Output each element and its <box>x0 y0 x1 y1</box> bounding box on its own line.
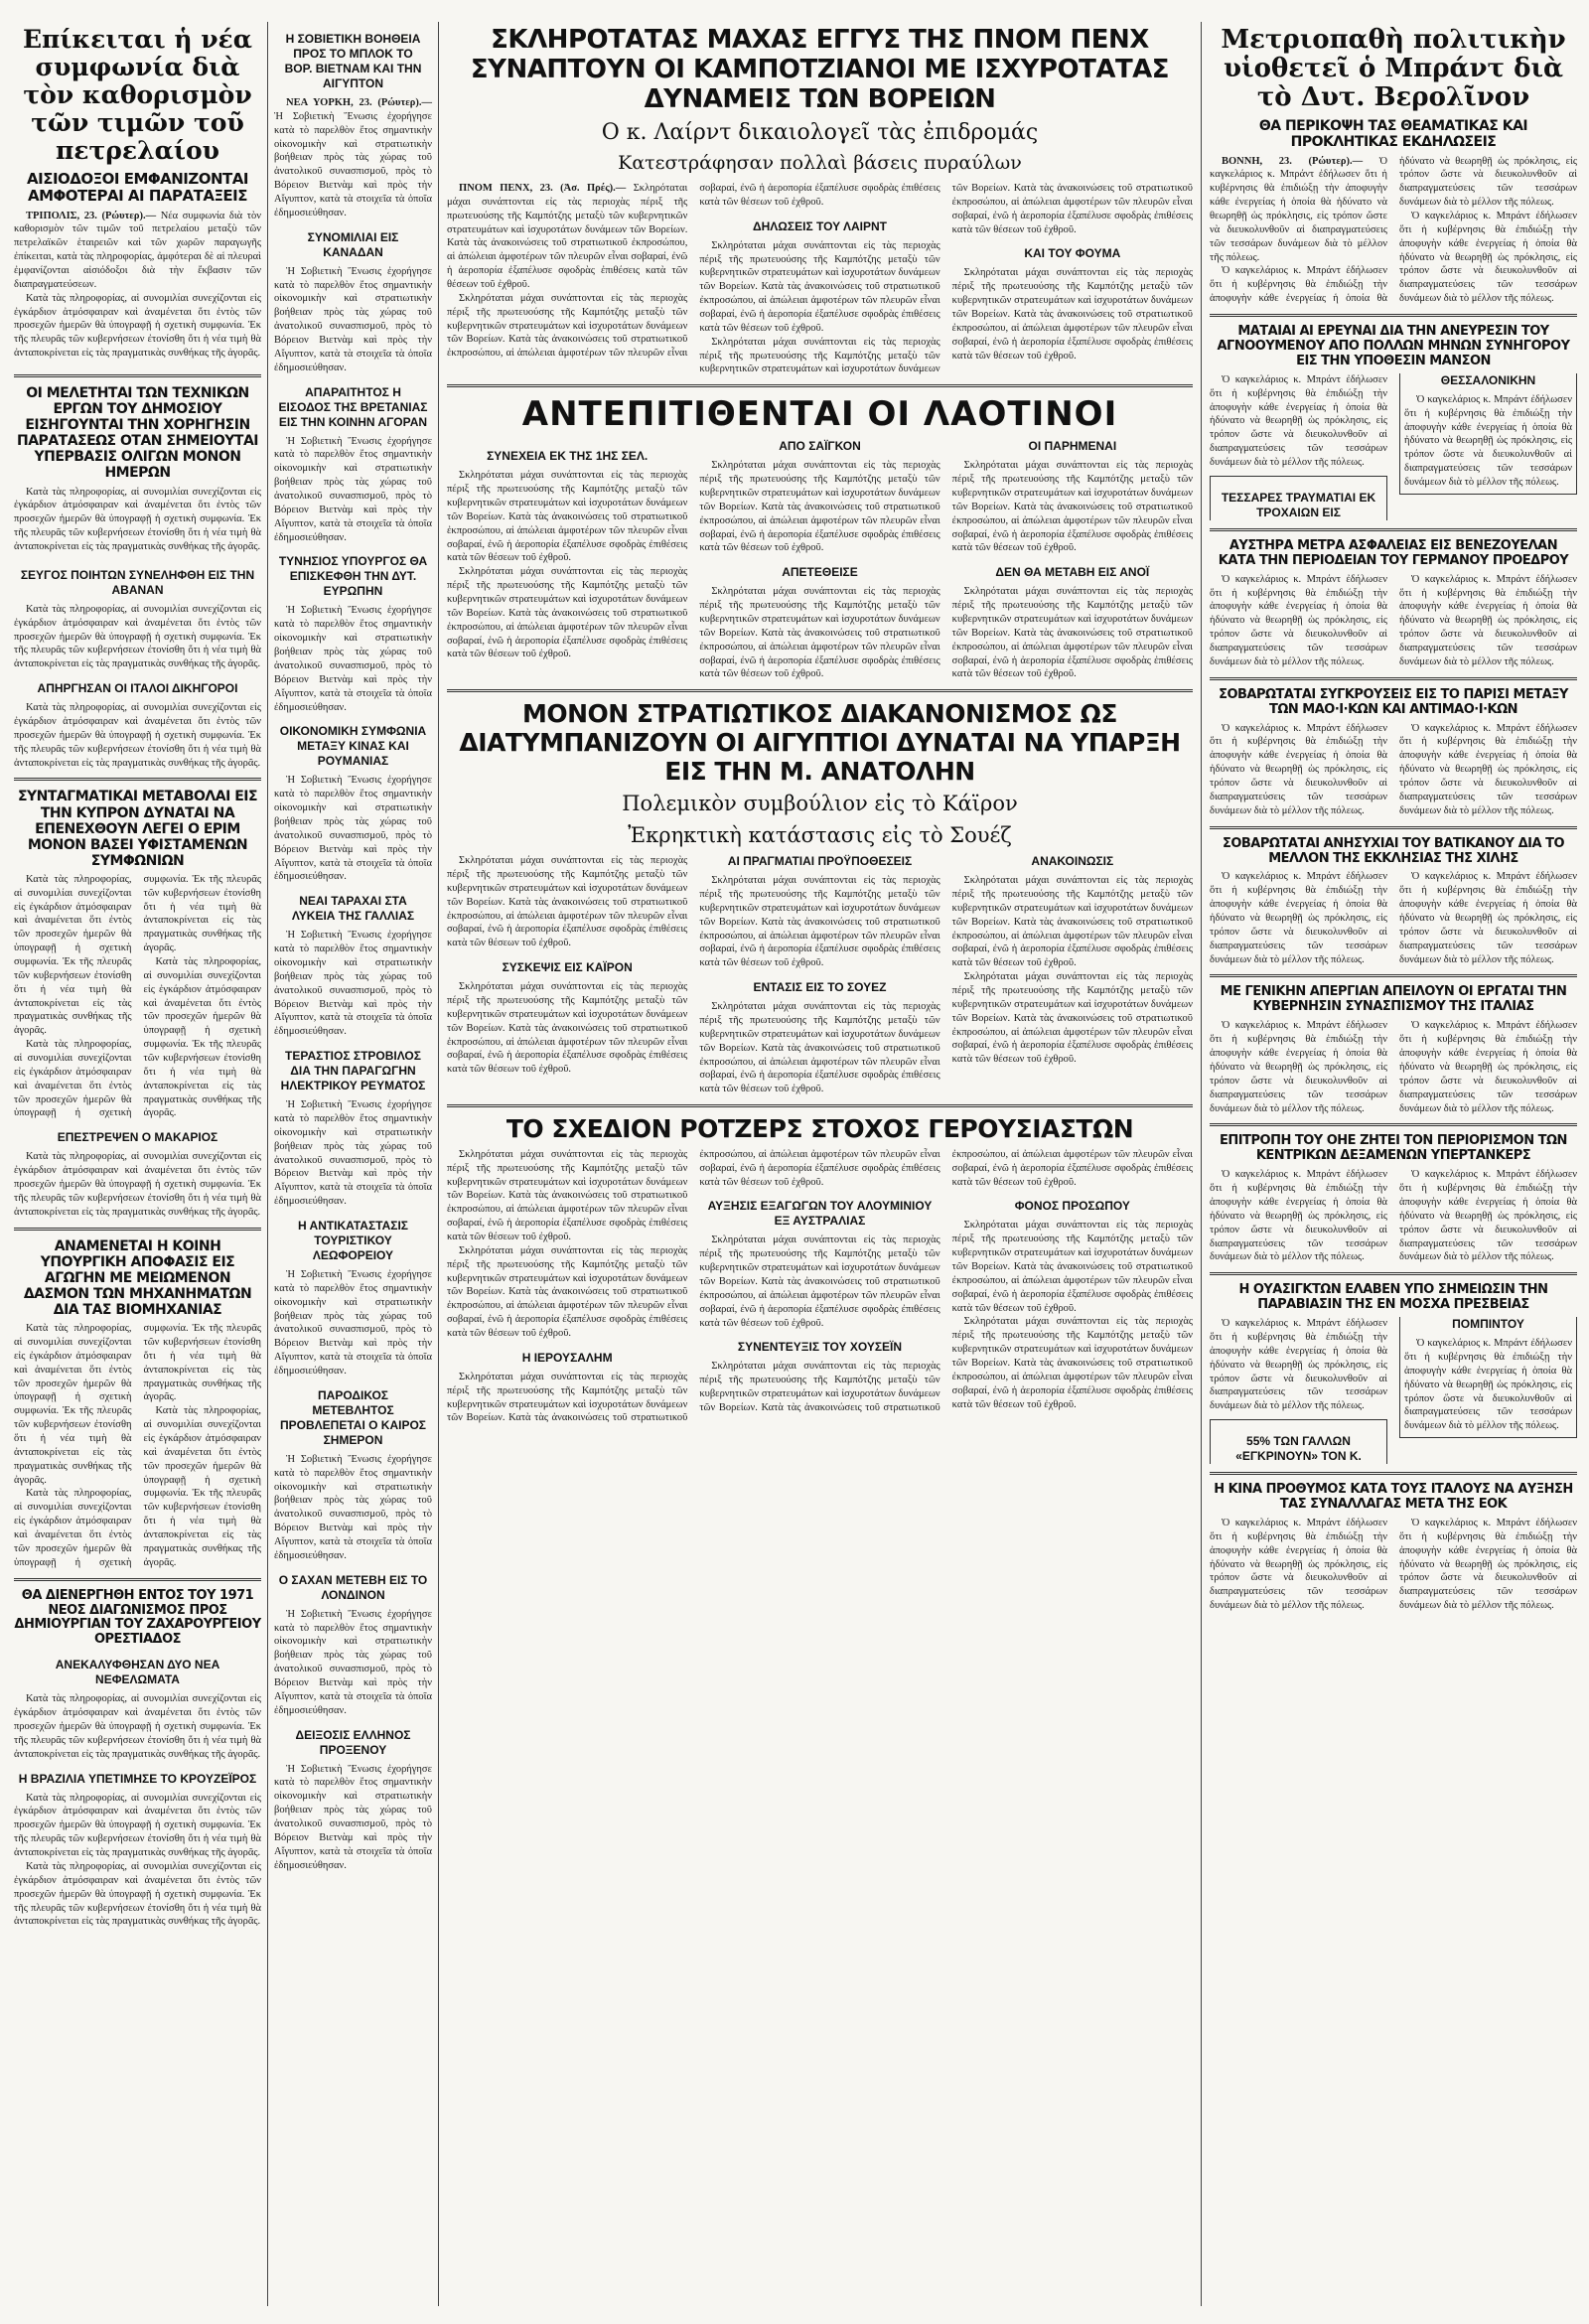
body-filler: Ἡ Σοβιετικὴ Ἕνωσις ἐχορήγησε κατὰ τὸ παρελθὸν ἔτος σημαντικὴν οἰκονομικὴν καὶ στρατιωτικὴν βοήθειαν πρὸς τὰς χώρας τοῦ ἀνατολικοῦ συνασπισμοῦ, πρὸς τὸ Βόρειον Βιετνὰμ καὶ πρὸς τὴν Αἴγυπτον, κατὰ τὰ στοιχεῖα τὰ ὁποῖα ἐδημοσιεύθησαν. <box>274 435 432 543</box>
deck-missile-bases: Κατεστράφησαν πολλαὶ βάσεις πυραύλων <box>618 152 1022 175</box>
cyprus-body <box>14 873 261 1120</box>
body-filler: Ὁ καγκελάριος κ. Μπράντ ἐδήλωσεν ὅτι ἡ κυβέρνησις θὰ ἐπιδιώξῃ τὴν ἀποφυγὴν κάθε ἐνεργείας ἡ ὁποία θὰ ἠδύνατο νὰ θεωρηθῇ ὡς πρόκλησις, εἰς τρόπον ὥστε νὰ διευκολυνθοῦν αἱ διαπραγματεύσεις τῶν τεσσάρων δυνάμεων διὰ τὸ μέλλον τῆς πόλεως. <box>1210 1169 1387 1263</box>
headline-china-romania: ΟΙΚΟΝΟΜΙΚΗ ΣΥΜΦΩΝΙΑ ΜΕΤΑΞΥ ΚΙΝΑΣ ΚΑΙ ΡΟΥΜΑΝΙΑΣ <box>279 724 427 769</box>
body-filler: Κατὰ τὰς πληροφορίας, αἱ συνομιλίαι συνεχίζονται εἰς ἐγκάρδιον ἀτμόσφαιραν καὶ ἀναμένεται ὅτι ἐντὸς τῶν προσεχῶν ἡμερῶν θὰ ὑπογραφῇ ἡ σχετικὴ συμφωνία. Ἐκ τῆς πλευρᾶς τῶν κυβερνήσεων ἐτονίσθη ὅτι ἡ νέα τιμὴ θὰ ἀνταποκρίνεται εἰς τὰς πραγματικὰς συνθήκας τῆς ἀγορᾶς. <box>14 873 261 1119</box>
body-filler: Ἡ Σοβιετικὴ Ἕνωσις ἐχορήγησε κατὰ τὸ παρελθὸν ἔτος σημαντικὴν οἰκονομικὴν καὶ στρατιωτικὴν βοήθειαν πρὸς τὰς χώρας τοῦ ἀνατολικοῦ συνασπισμοῦ, πρὸς τὸ Βόρειον Βιετνὰμ καὶ πρὸς τὴν Αἴγυπτον, κατὰ τὰ στοιχεῖα τὰ ὁποῖα ἐδημοσιεύθησαν. <box>274 1608 432 1716</box>
body-filler: Σκληρόταται μάχαι συνάπτονται εἰς τὰς περιοχὰς πέριξ τῆς πρωτευούσης τῆς Καμπότζης μεταξὺ τῶν κυβερνητικῶν στρατευμάτων καὶ ἰσχυροτάτων δυνάμεων τῶν Βορείων. Κατὰ τὰς ἀνακοινώσεις τοῦ στρατιωτικοῦ ἐκπροσώπου, αἱ ἀπώλειαι ἀμφοτέρων τῶν πλευρῶν εἶναι σοβαραί, ἐνῶ ἡ ἀεροπορία ἐξαπέλυσε σφοδρὰς ἐπιθέσεις κατὰ τῶν θέσεων τοῦ ἐχθροῦ. <box>951 460 1193 554</box>
body-filler: Ὁ καγκελάριος κ. Μπράντ ἐδήλωσεν ὅτι ἡ κυβέρνησις θὰ ἐπιδιώξῃ τὴν ἀποφυγὴν κάθε ἐνεργείας ἡ ὁποία θὰ ἠδύνατο νὰ θεωρηθῇ ὡς πρόκλησις, εἰς τρόπον ὥστε νὰ διευκολυνθοῦν αἱ διαπραγματεύσεις τῶν τεσσάρων δυνάμεων διὰ τὸ μέλλον τῆς πόλεως. <box>1210 1518 1387 1612</box>
headline-sugar-plant: ΘΑ ΔΙΕΝΕΡΓΗΘΗ ΕΝΤΟΣ ΤΟΥ 1971 ΝΕΟΣ ΔΙΑΓΩΝΙΣΜΟΣ ΠΡΟΣ ΔΗΜΙΟΥΡΓΙΑΝ ΤΟΥ ΖΑΧΑΡΟΥΡΓΕΙΟΥ ΟΡΕΣΤΙΑΔΟΣ <box>14 1587 261 1648</box>
headline-hussein: ΣΥΝΕΝΤΕΥΞΙΣ ΤΟΥ ΧΟΥΣΕΪΝ <box>737 1340 903 1355</box>
venezuela-body <box>1210 573 1577 669</box>
divider <box>14 374 261 377</box>
divider <box>14 778 261 781</box>
body-filler: Σκληρόταται μάχαι συνάπτονται εἰς τὰς περιοχὰς πέριξ τῆς πρωτευούσης τῆς Καμπότζης μεταξὺ τῶν κυβερνητικῶν στρατευμάτων καὶ ἰσχυροτάτων δυνάμεων τῶν Βορείων. Κατὰ τὰς ἀνακοινώσεις τοῦ στρατιωτικοῦ ἐκπροσώπου, αἱ ἀπώλειαι ἀμφοτέρων τῶν πλευρῶν εἶναι σοβαραί, ἐνῶ ἡ ἀεροπορία ἐξαπέλυσε σφοδρὰς ἐπιθέσεις κατὰ τῶν θέσεων τοῦ ἐχθροῦ. <box>951 267 1193 362</box>
headline-saigon: ΑΠΟ ΣΑΪΓΚΟΝ <box>779 439 861 454</box>
divider <box>1210 528 1577 531</box>
divider <box>1210 1272 1577 1275</box>
article-oil-prices <box>14 26 261 361</box>
body-filler: Σκληρόταται μάχαι συνάπτονται εἰς τὰς περιοχὰς πέριξ τῆς πρωτευούσης τῆς Καμπότζης μεταξὺ τῶν κυβερνητικῶν στρατευμάτων καὶ ἰσχυροτάτων δυνάμεων τῶν Βορείων. Κατὰ τὰς ἀνακοινώσεις τοῦ στρατιωτικοῦ ἐκπροσώπου, αἱ ἀπώλειαι ἀμφοτέρων τῶν πλευρῶν εἶναι σοβαραί, ἐνῶ ἡ ἀεροπορία ἐξαπέλυσε σφοδρὰς ἐπιθέσεις κατὰ τῶν θέσεων τοῦ ἐχθροῦ. <box>447 855 688 949</box>
headline-murder: ΦΟΝΟΣ ΠΡΟΣΩΠΟΥ <box>1014 1199 1130 1214</box>
egypt-body <box>447 854 1193 1096</box>
body-filler: Ὁ καγκελάριος κ. Μπράντ ἐδήλωσεν ὅτι ἡ κυβέρνησις θὰ ἐπιδιώξῃ τὴν ἀποφυγὴν κάθε ἐνεργείας ἡ ὁποία θὰ ἠδύνατο νὰ θεωρηθῇ ὡς πρόκλησις, εἰς τρόπον ὥστε νὰ διευκολυνθοῦν αἱ διαπραγματεύσεις τῶν τεσσάρων δυνάμεων διὰ τὸ μέλλον τῆς πόλεως. <box>1399 210 1577 305</box>
body-filler: Σκληρόταται μάχαι συνάπτονται εἰς τὰς περιοχὰς πέριξ τῆς πρωτευούσης τῆς Καμπότζης μεταξὺ τῶν κυβερνητικῶν στρατευμάτων καὶ ἰσχυροτάτων δυνάμεων τῶν Βορείων. Κατὰ τὰς ἀνακοινώσεις τοῦ στρατιωτικοῦ ἐκπροσώπου, αἱ ἀπώλειαι ἀμφοτέρων τῶν πλευρῶν εἶναι σοβαραί, ἐνῶ ἡ ἀεροπορία ἐξαπέλυσε σφοδρὰς ἐπιθέσεις κατὰ τῶν θέσεων τοῦ ἐχθροῦ. <box>447 1148 940 1424</box>
headline-shah: Ο ΣΑΧΑΝ ΜΕΤΕΒΗ ΕΙΣ ΤΟ ΛΟΝΔΙΝΟΝ <box>278 1572 428 1602</box>
subhead-brandt: ΘΑ ΠΕΡΙΚΟΨΗ ΤΑΣ ΘΕΑΜΑΤΙΚΑΣ ΚΑΙ ΠΡΟΚΛΗΤΙΚΑΣ ΕΚΔΗΛΩΣΕΙΣ <box>1258 118 1528 151</box>
body-filler: Κατὰ τὰς πληροφορίας, αἱ συνομιλίαι συνεχίζονται εἰς ἐγκάρδιον ἀτμόσφαιραν καὶ ἀναμένεται ὅτι ἐντὸς τῶν προσεχῶν ἡμερῶν θὰ ὑπογραφῇ ἡ σχετικὴ συμφωνία. Ἐκ τῆς πλευρᾶς τῶν κυβερνήσεων ἐτονίσθη ὅτι ἡ νέα τιμὴ θὰ ἀνταποκρίνεται εἰς τὰς πραγματικὰς συνθήκας τῆς ἀγορᾶς. <box>14 603 261 670</box>
body-filler: Ἡ Σοβιετικὴ Ἕνωσις ἐχορήγησε κατὰ τὸ παρελθὸν ἔτος σημαντικὴν οἰκονομικὴν καὶ στρατιωτικὴν βοήθειαν πρὸς τὰς χώρας τοῦ ἀνατολικοῦ συνασπισμοῦ, πρὸς τὸ Βόρειον Βιετνὰμ καὶ πρὸς τὴν Αἴγυπτον, κατὰ τὰ στοιχεῖα τὰ ὁποῖα ἐδημοσιεύθησαν. <box>274 1453 432 1561</box>
body-filler: Κατὰ τὰς πληροφορίας, αἱ συνομιλίαι συνεχίζονται εἰς ἐγκάρδιον ἀτμόσφαιραν καὶ ἀναμένεται ὅτι ἐντὸς τῶν προσεχῶν ἡμερῶν θὰ ὑπογραφῇ ἡ σχετικὴ συμφωνία. Ἐκ τῆς πλευρᾶς τῶν κυβερνήσεων ἐτονίσθη ὅτι ἡ νέα τιμὴ θὰ ἀνταποκρίνεται εἰς τὰς πραγματικὰς συνθήκας τῆς ἀγορᾶς. <box>14 486 261 552</box>
body-filler: Κατὰ τὰς πληροφορίας, αἱ συνομιλίαι συνεχίζονται εἰς ἐγκάρδιον ἀτμόσφαιραν καὶ ἀναμένεται ὅτι ἐντὸς τῶν προσεχῶν ἡμερῶν θὰ ὑπογραφῇ ἡ σχετικὴ συμφωνία. Ἐκ τῆς πλευρᾶς τῶν κυβερνήσεων ἐτονίσθη ὅτι ἡ νέα τιμὴ θὰ ἀνταποκρίνεται εἰς τὰς πραγματικὰς συνθήκας τῆς ἀγορᾶς. <box>14 873 132 1037</box>
headline-pompidou: 55% ΤΩΝ ΓΑΛΛΩΝ «ΕΓΚΡΙΝΟΥΝ» ΤΟΝ Κ. ΠΟΜΠΙΝΤΟΥ <box>1235 1317 1524 1464</box>
body-text: Νέα συμφωνία διὰ τὸν καθορισμὸν τῶν τιμῶν τοῦ πετρελαίου μεταξὺ τῶν πετρελαϊκῶν ἑταιρειῶν καὶ τῶν χωρῶν παραγωγῆς ἐπίκειται, κατὰ τὰς πληροφορίας, ἀμφότεραι δὲ αἱ πλευραὶ ἐμφανίζονται αἰσιόδοξοι διὰ τὴν ἔκβασιν τῶν διαπραγματεύσεων. <box>14 210 261 290</box>
headline-retired: ΑΠΕΤΕΘΕΙΣΕ <box>782 565 858 580</box>
embassy-body <box>1210 1317 1577 1464</box>
body-filler: Ὁ καγκελάριος κ. Μπράντ ἐδήλωσεν ὅτι ἡ κυβέρνησις θὰ ἐπιδιώξῃ τὴν ἀποφυγὴν κάθε ἐνεργείας ἡ ὁποία θὰ ἠδύνατο νὰ θεωρηθῇ ὡς πρόκλησις, εἰς τρόπον ὥστε νὰ διευκολυνθοῦν αἱ διαπραγματεύσεις τῶν τεσσάρων δυνάμεων διὰ τὸ μέλλον τῆς πόλεως. <box>1399 722 1577 816</box>
column-2 <box>268 22 439 2306</box>
body-filler: Ὁ καγκελάριος κ. Μπράντ ἐδήλωσεν ὅτι ἡ κυβέρνησις θὰ ἐπιδιώξῃ τὴν ἀποφυγὴν κάθε ἐνεργείας ἡ ὁποία θὰ ἠδύνατο νὰ θεωρηθῇ ὡς πρόκλησις, εἰς τρόπον ὥστε νὰ διευκολυνθοῦν αἱ διαπραγματεύσεις τῶν τεσσάρων δυνάμεων διὰ τὸ μέλλον τῆς πόλεως. <box>1399 573 1577 667</box>
body-soviet-aid <box>274 96 432 220</box>
headline-moscow-embassy: Η ΟΥΑΣΙΓΚΤΩΝ ΕΛΑΒΕΝ ΥΠΟ ΣΗΜΕΙΩΣΙΝ ΤΗΝ ΠΑΡΑΒΙΑΣΙΝ ΤΗΣ ΕΝ ΜΟΣΧΑ ΠΡΕΣΒΕΙΑΣ <box>1238 1282 1548 1313</box>
body-filler: Κατὰ τὰς πληροφορίας, αἱ συνομιλίαι συνεχίζονται εἰς ἐγκάρδιον ἀτμόσφαιραν καὶ ἀναμένεται ὅτι ἐντὸς τῶν προσεχῶν ἡμερῶν θὰ ὑπογραφῇ ἡ σχετικὴ συμφωνία. Ἐκ τῆς πλευρᾶς τῶν κυβερνήσεων ἐτονίσθη ὅτι ἡ νέα τιμὴ θὰ ἀνταποκρίνεται εἰς τὰς πραγματικὰς συνθήκας τῆς ἀγορᾶς. <box>14 702 261 769</box>
subhead-oil-prices: ΑΙΣΙΟΔΟΞΟΙ ΕΜΦΑΝΙΖΟΝΤΑΙ ΑΜΦΟΤΕΡΑΙ ΑΙ ΠΑΡΑΤΑΞΕΙΣ <box>27 170 248 206</box>
headline-china-eec: Η ΚΙΝΑ ΠΡΟΘΥΜΟΣ ΚΑΤΑ ΤΟΥΣ ΙΤΑΛΟΥΣ ΝΑ ΑΥΞΗΣΗ ΤΑΣ ΣΥΝΑΛΛΑΓΑΣ ΜΕΤΑ ΤΗΣ ΕΟΚ <box>1214 1482 1573 1513</box>
headline-resignations: ΟΙ ΠΑΡΗΜΕΝΑΙ <box>1028 439 1117 454</box>
rogers-body <box>447 1148 1193 1425</box>
deck-laird: Ο κ. Λαίρντ δικαιολογεῖ τὰς ἐπιδρομάς <box>601 119 1039 145</box>
headline-cyprus: ΣΥΝΤΑΓΜΑΤΙΚΑΙ ΜΕΤΑΒΟΛΑΙ ΕΙΣ ΤΗΝ ΚΥΠΡΟΝ ΔΥΝΑΤΑΙ ΝΑ ΕΠΕΝΕΧΘΟΥΝ ΛΕΓΕΙ Ο ΕΡΙΜ ΜΟΝΟΝ ΒΑΣΕΙ ΥΦΙΣΤΑΜΕΝΩΝ ΣΥΜΦΩΝΙΩΝ <box>17 789 258 869</box>
body-filler: Σκληρόταται μάχαι συνάπτονται εἰς τὰς περιοχὰς πέριξ τῆς πρωτευούσης τῆς Καμπότζης μεταξὺ τῶν κυβερνητικῶν στρατευμάτων καὶ ἰσχυροτάτων δυνάμεων τῶν Βορείων. Κατὰ τὰς ἀνακοινώσεις τοῦ στρατιωτικοῦ ἐκπροσώπου, αἱ ἀπώλειαι ἀμφοτέρων τῶν πλευρῶν εἶναι σοβαραί, ἐνῶ ἡ ἀεροπορία ἐξαπέλυσε σφοδρὰς ἐπιθέσεις κατὰ τῶν θέσεων τοῦ ἐχθροῦ. <box>447 1244 688 1340</box>
body-filler: Ὁ καγκελάριος κ. Μπράντ ἐδήλωσεν ὅτι ἡ κυβέρνησις θὰ ἐπιδιώξῃ τὴν ἀποφυγὴν κάθε ἐνεργείας ἡ ὁποία θὰ ἠδύνατο νὰ θεωρηθῇ ὡς πρόκλησις, εἰς τρόπον ὥστε νὰ διευκολυνθοῦν αἱ διαπραγματεύσεις τῶν τεσσάρων δυνάμεων διὰ τὸ μέλλον τῆς πόλεως. <box>1404 1338 1572 1432</box>
banner-rogers: ΤΟ ΣΧΕΔΙΟΝ ΡΟΤΖΕΡΣ ΣΤΟΧΟΣ ΓΕΡΟΥΣΙΑΣΤΩΝ <box>506 1114 1134 1144</box>
banner-laotians: ΑΝΤΕΠΙΤΙΘΕΝΤΑΙ ΟΙ ΛΑΟΤΙΝΟΙ <box>521 394 1118 435</box>
headline-france-schools: ΝΕΑΙ ΤΑΡΑΧΑΙ ΣΤΑ ΛΥΚΕΙΑ ΤΗΣ ΓΑΛΛΙΑΣ <box>291 894 415 924</box>
headline-suez-tension: ΕΝΤΑΣΙΣ ΕΙΣ ΤΟ ΣΟΥΕΖ <box>753 980 887 995</box>
divider <box>1210 974 1577 977</box>
headline-oil-prices: Επίκειται ἡ νέα συμφωνία διὰ τὸν καθορισμὸν τῶν τιμῶν τοῦ πετρελαίου <box>22 25 252 165</box>
body-filler: Κατὰ τὰς πληροφορίας, αἱ συνομιλίαι συνεχίζονται εἰς ἐγκάρδιον ἀτμόσφαιραν καὶ ἀναμένεται ὅτι ἐντὸς τῶν προσεχῶν ἡμερῶν θὰ ὑπογραφῇ ἡ σχετικὴ συμφωνία. Ἐκ τῆς πλευρᾶς τῶν κυβερνήσεων ἐτονίσθη ὅτι ἡ νέα τιμὴ θὰ ἀνταποκρίνεται εἰς τὰς πραγματικὰς συνθήκας τῆς ἀγορᾶς. <box>14 1693 261 1760</box>
headline-nebulae: ΑΝΕΚΑΛΥΦΘΗΣΑΝ ΔΥΟ ΝΕΑ ΝΕΦΕΛΩΜΑΤΑ <box>55 1658 220 1687</box>
dateline-new-york: ΝΕΑ ΥΟΡΚΗ, 23. (Ρώυτερ).— <box>286 97 432 108</box>
body-filler: Ἡ Σοβιετικὴ Ἕνωσις ἐχορήγησε κατὰ τὸ παρελθὸν ἔτος σημαντικὴν οἰκονομικὴν καὶ στρατιωτικὴν βοήθειαν πρὸς τὰς χώρας τοῦ ἀνατολικοῦ συνασπισμοῦ, πρὸς τὸ Βόρειον Βιετνὰμ καὶ πρὸς τὴν Αἴγυπτον, κατὰ τὰ στοιχεῖα τὰ ὁποῖα ἐδημοσιεύθησαν. <box>274 930 432 1038</box>
body-filler: Ὁ καγκελάριος κ. Μπράντ ἐδήλωσεν ὅτι ἡ κυβέρνησις θὰ ἐπιδιώξῃ τὴν ἀποφυγὴν κάθε ἐνεργείας ἡ ὁποία θὰ ἠδύνατο νὰ θεωρηθῇ ὡς πρόκλησις, εἰς τρόπον ὥστε νὰ διευκολυνθοῦν αἱ διαπραγματεύσεις τῶν τεσσάρων δυνάμεων διὰ τὸ μέλλον τῆς πόλεως. <box>1399 871 1577 965</box>
body-filler: Σκληρόταται μάχαι συνάπτονται εἰς τὰς περιοχὰς πέριξ τῆς πρωτευούσης τῆς Καμπότζης μεταξὺ τῶν κυβερνητικῶν στρατευμάτων καὶ ἰσχυροτάτων δυνάμεων τῶν Βορείων. Κατὰ τὰς ἀνακοινώσεις τοῦ στρατιωτικοῦ ἐκπροσώπου, αἱ ἀπώλειαι ἀμφοτέρων τῶν πλευρῶν εἶναι σοβαραί, ἐνῶ ἡ ἀεροπορία ἐξαπέλυσε σφοδρὰς ἐπιθέσεις κατὰ τῶν θέσεων τοῦ ἐχθροῦ. <box>699 1001 940 1095</box>
body-filler: Σκληρόταται μάχαι συνάπτονται εἰς τὰς περιοχὰς πέριξ τῆς πρωτευούσης τῆς Καμπότζης μεταξὺ τῶν κυβερνητικῶν στρατευμάτων καὶ ἰσχυροτάτων δυνάμεων τῶν Βορείων. Κατὰ τὰς ἀνακοινώσεις τοῦ στρατιωτικοῦ ἐκπροσώπου, αἱ ἀπώλειαι ἀμφοτέρων τῶν πλευρῶν εἶναι σοβαραί, ἐνῶ ἡ ἀεροπορία ἐξαπέλυσε σφοδρὰς ἐπιθέσεις κατὰ τῶν θέσεων τοῦ ἐχθροῦ. <box>699 239 940 334</box>
body-text: Ὁ καγκελάριος κ. Μπράντ ἐδήλωσεν ὅτι ἡ κυβέρνησις θὰ ἐπιδιώξῃ τὴν ἀποφυγὴν κάθε ἐνεργείας ἡ ὁποία θὰ ἠδύνατο νὰ θεωρηθῇ ὡς πρόκλησις, εἰς τρόπον ὥστε νὰ διευκολυνθοῦν αἱ διαπραγματεύσεις τῶν τεσσάρων δυνάμεων διὰ τὸ μέλλον τῆς πόλεως. <box>1210 155 1387 263</box>
machinery-body <box>14 1322 261 1569</box>
divider <box>1210 1123 1577 1126</box>
column-1 <box>8 22 268 2306</box>
banner-egypt: ΜΟΝΟΝ ΣΤΡΑΤΙΩΤΙΚΟΣ ΔΙΑΚΑΝΟΝΙΣΜΟΣ ΩΣ ΔΙΑΤΥΜΠΑΝΙΖΟΥΝ ΟΙ ΑΙΓΥΠΤΙΟΙ ΔΥΝΑΤΑΙ ΝΑ ΥΠΑΡΞΗ ΕΙΣ ΤΗΝ Μ. ΑΝΑΤΟΛΗΝ <box>459 699 1181 786</box>
headline-weather: ΠΑΡΟΔΙΚΟΣ ΜΕΤΕΒΛΗΤΟΣ ΠΡΟΒΛΕΠΕΤΑΙ Ο ΚΑΙΡΟΣ ΣΗΜΕΡΟΝ <box>280 1387 426 1447</box>
deck-war-council: Πολεμικὸν συμβούλιον εἰς τὸ Κάϊρον <box>622 791 1018 815</box>
body-filler: Σκληρόταται μάχαι συνάπτονται εἰς τὰς περιοχὰς πέριξ τῆς πρωτευούσης τῆς Καμπότζης μεταξὺ τῶν κυβερνητικῶν στρατευμάτων καὶ ἰσχυροτάτων δυνάμεων τῶν Βορείων. Κατὰ τὰς ἀνακοινώσεις τοῦ στρατιωτικοῦ ἐκπροσώπου, αἱ ἀπώλειαι ἀμφοτέρων τῶν πλευρῶν εἶναι σοβαραί, ἐνῶ ἡ ἀεροπορία ἐξαπέλυσε σφοδρὰς ἐπιθέσεις κατὰ τῶν θέσεων τοῦ ἐχθροῦ. <box>951 1316 1193 1410</box>
headline-hanoi: ΔΕΝ ΘΑ ΜΕΤΑΒΗ ΕΙΣ ΑΝΟΪ <box>995 565 1150 580</box>
body-filler: Σκληρόταται μάχαι συνάπτονται εἰς τὰς περιοχὰς πέριξ τῆς πρωτευούσης τῆς Καμπότζης μεταξὺ τῶν κυβερνητικῶν στρατευμάτων καὶ ἰσχυροτάτων δυνάμεων τῶν Βορείων. Κατὰ τὰς ἀνακοινώσεις τοῦ στρατιωτικοῦ ἐκπροσώπου, αἱ ἀπώλειαι ἀμφοτέρων τῶν πλευρῶν εἶναι σοβαραί, ἐνῶ ἡ ἀεροπορία ἐξαπέλυσε σφοδρὰς ἐπιθέσεις κατὰ τῶν θέσεων τοῦ ἐχθροῦ. <box>699 460 940 554</box>
headline-continued: ΣΥΝΕΧΕΙΑ ΕΚ ΤΗΣ 1ΗΣ ΣΕΛ. <box>487 449 649 464</box>
dateline-phnom-penh: ΠΝΟΜ ΠΕΝΧ, 23. (Ἀσ. Πρές).— <box>459 182 627 194</box>
body-filler: Σκληρόταται μάχαι συνάπτονται εἰς τὰς περιοχὰς πέριξ τῆς πρωτευούσης τῆς Καμπότζης μεταξὺ τῶν κυβερνητικῶν στρατευμάτων καὶ ἰσχυροτάτων δυνάμεων τῶν Βορείων. Κατὰ τὰς ἀνακοινώσεις τοῦ στρατιωτικοῦ ἐκπροσώπου, αἱ ἀπώλειαι ἀμφοτέρων τῶν πλευρῶν εἶναι σοβαραί, ἐνῶ ἡ ἀεροπορία ἐξαπέλυσε σφοδρὰς ἐπιθέσεις κατὰ τῶν θέσεων τοῦ ἐχθροῦ. <box>699 586 940 680</box>
body-filler: Κατὰ τὰς πληροφορίας, αἱ συνομιλίαι συνεχίζονται εἰς ἐγκάρδιον ἀτμόσφαιραν καὶ ἀναμένεται ὅτι ἐντὸς τῶν προσεχῶν ἡμερῶν θὰ ὑπογραφῇ ἡ σχετικὴ συμφωνία. Ἐκ τῆς πλευρᾶς τῶν κυβερνήσεων ἐτονίσθη ὅτι ἡ νέα τιμὴ θὰ ἀνταποκρίνεται εἰς τὰς πραγματικὰς συνθήκας τῆς ἀγορᾶς. <box>14 1323 132 1486</box>
headline-canada: ΣΥΝΟΜΙΛΙΑΙ ΕΙΣ ΚΑΝΑΔΑΝ <box>307 229 399 259</box>
body-filler: Σκληρόταται μάχαι συνάπτονται εἰς τὰς περιοχὰς πέριξ τῆς πρωτευούσης τῆς Καμπότζης μεταξὺ τῶν κυβερνητικῶν στρατευμάτων καὶ ἰσχυροτάτων δυνάμεων τῶν Βορείων. Κατὰ τὰς ἀνακοινώσεις τοῦ στρατιωτικοῦ ἐκπροσώπου, αἱ ἀπώλειαι ἀμφοτέρων τῶν πλευρῶν εἶναι σοβαραί, ἐνῶ ἡ ἀεροπορία ἐξαπέλυσε σφοδρὰς ἐπιθέσεις κατὰ τῶν θέσεων τοῦ ἐχθροῦ. <box>699 1148 1193 1414</box>
body-filler: Σκληρόταται μάχαι συνάπτονται εἰς τὰς περιοχὰς πέριξ τῆς πρωτευούσης τῆς Καμπότζης μεταξὺ τῶν κυβερνητικῶν στρατευμάτων καὶ ἰσχυροτάτων δυνάμεων τῶν Βορείων. Κατὰ τὰς ἀνακοινώσεις τοῦ στρατιωτικοῦ ἐκπροσώπου, αἱ ἀπώλειαι ἀμφοτέρων τῶν πλευρῶν εἶναι σοβαραί, ἐνῶ ἡ ἀεροπορία ἐξαπέλυσε σφοδρὰς ἐπιθέσεις κατὰ τῶν θέσεων τοῦ ἐχθροῦ. <box>951 971 1193 1066</box>
paris-body <box>1210 722 1577 818</box>
headline-poets: ΣΕΥΓΟΣ ΠΟΙΗΤΩΝ ΣΥΝΕΛΗΦΘΗ ΕΙΣ ΤΗΝ ΑΒΑΝΑΝ <box>20 567 255 597</box>
divider <box>14 1228 261 1231</box>
body-filler: Κατὰ τὰς πληροφορίας, αἱ συνομιλίαι συνεχίζονται εἰς ἐγκάρδιον ἀτμόσφαιραν καὶ ἀναμένεται ὅτι ἐντὸς τῶν προσεχῶν ἡμερῶν θὰ ὑπογραφῇ ἡ σχετικὴ συμφωνία. Ἐκ τῆς πλευρᾶς τῶν κυβερνήσεων ἐτονίσθη ὅτι ἡ νέα τιμὴ θὰ ἀνταποκρίνεται εἰς τὰς πραγματικὰς συνθήκας τῆς ἀγορᾶς. <box>14 1151 261 1218</box>
body-filler: Ὁ καγκελάριος κ. Μπράντ ἐδήλωσεν ὅτι ἡ κυβέρνησις θὰ ἐπιδιώξῃ τὴν ἀποφυγὴν κάθε ἐνεργείας ἡ ὁποία θὰ ἠδύνατο νὰ θεωρηθῇ ὡς πρόκλησις, εἰς τρόπον ὥστε νὰ διευκολυνθοῦν αἱ διαπραγματεύσεις τῶν τεσσάρων δυνάμεων διὰ τὸ μέλλον τῆς πόλεως. <box>1210 373 1387 468</box>
body-text: Ἡ Σοβιετικὴ Ἕνωσις ἐχορήγησε κατὰ τὸ παρελθὸν ἔτος σημαντικὴν οἰκονομικὴν καὶ στρατιωτικὴν βοήθειαν πρὸς τὰς χώρας τοῦ ἀνατολικοῦ συνασπισμοῦ, πρὸς τὸ Βόρειον Βιετνὰμ καὶ πρὸς τὴν Αἴγυπτον, κατὰ τὰ στοιχεῖα τὰ ὁποῖα ἐδημοσιεύθησαν. <box>274 110 432 218</box>
headline-jerusalem: Η ΙΕΡΟΥΣΑΛΗΜ <box>521 1350 613 1365</box>
headline-tunisia: ΤΥΝΗΣΙΟΣ ΥΠΟΥΡΓΟΣ ΘΑ ΕΠΙΣΚΕΦΘΗ ΤΗΝ ΔΥΤ. ΕΥΡΩΠΗΝ <box>278 554 428 599</box>
headline-consul: ΔΕΙΞΟΣΙΣ ΕΛΛΗΝΟΣ ΠΡΟΞΕΝΟΥ <box>295 1727 411 1757</box>
body-filler: Σκληρόταται μάχαι συνάπτονται εἰς τὰς περιοχὰς πέριξ τῆς πρωτευούσης τῆς Καμπότζης μεταξὺ τῶν κυβερνητικῶν στρατευμάτων καὶ ἰσχυροτάτων δυνάμεων τῶν Βορείων. Κατὰ τὰς ἀνακοινώσεις τοῦ στρατιωτικοῦ ἐκπροσώπου, αἱ ἀπώλειαι ἀμφοτέρων τῶν πλευρῶν εἶναι σοβαραί, ἐνῶ ἡ ἀεροπορία ἐξαπέλυσε σφοδρὰς ἐπιθέσεις κατὰ τῶν θέσεων τοῦ ἐχθροῦ. <box>699 875 940 969</box>
headline-britain-market: ΑΠΑΡΑΙΤΗΤΟΣ Η ΕΙΣΟΔΟΣ ΤΗΣ ΒΡΕΤΑΝΙΑΣ ΕΙΣ ΤΗΝ ΚΟΙΝΗΝ ΑΓΟΡΑΝ <box>278 384 428 429</box>
headline-thessaloniki: ΤΕΣΣΑΡΕΣ ΤΡΑΥΜΑΤΙΑΙ ΕΚ ΤΡΟΧΑΙΩΝ ΕΙΣ ΘΕΣΣΑΛΟΝΙΚΗΝ <box>1221 372 1536 519</box>
body-filler: Κατὰ τὰς πληροφορίας, αἱ συνομιλίαι συνεχίζονται εἰς ἐγκάρδιον ἀτμόσφαιραν καὶ ἀναμένεται ὅτι ἐντὸς τῶν προσεχῶν ἡμερῶν θὰ ὑπογραφῇ ἡ σχετικὴ συμφωνία. Ἐκ τῆς πλευρᾶς τῶν κυβερνήσεων ἐτονίσθη ὅτι ἡ νέα τιμὴ θὰ ἀνταποκρίνεται εἰς τὰς πραγματικὰς συνθήκας τῆς ἀγορᾶς. <box>14 1323 261 1568</box>
body-filler: Σκληρόταται μάχαι συνάπτονται εἰς τὰς περιοχὰς πέριξ τῆς πρωτευούσης τῆς Καμπότζης μεταξὺ τῶν κυβερνητικῶν στρατευμάτων καὶ ἰσχυροτάτων δυνάμεων τῶν Βορείων. Κατὰ τὰς ἀνακοινώσεις τοῦ στρατιωτικοῦ ἐκπροσώπου, αἱ ἀπώλειαι ἀμφοτέρων τῶν πλευρῶν εἶναι σοβαραί, ἐνῶ ἡ ἀεροπορία ἐξαπέλυσε σφοδρὰς ἐπιθέσεις κατὰ τῶν θέσεων τοῦ ἐχθροῦ. <box>447 182 940 360</box>
italy-body <box>1210 1019 1577 1115</box>
divider <box>447 384 1193 387</box>
divider <box>1210 677 1577 680</box>
body-cambodia <box>447 182 687 292</box>
cambodia-body <box>447 182 1193 376</box>
headline-paris-clashes: ΣΟΒΑΡΩΤΑΤΑΙ ΣΥΓΚΡΟΥΣΕΙΣ ΕΙΣ ΤΟ ΠΑΡΙΣΙ ΜΕΤΑΞΥ ΤΩΝ ΜΑΟ·Ι·ΚΩΝ ΚΑΙ ΑΝΤΙΜΑΟ·Ι·ΚΩΝ <box>1219 686 1568 717</box>
headline-brandt: Μετριοπαθὴ πολιτικὴν υἱοθετεῖ ὁ Μπράντ διὰ τὸ Δυτ. Βερολῖνον <box>1221 25 1566 113</box>
manson-body <box>1210 373 1577 520</box>
body-filler: Ὁ καγκελάριος κ. Μπράντ ἐδήλωσεν ὅτι ἡ κυβέρνησις θὰ ἐπιδιώξῃ τὴν ἀποφυγὴν κάθε ἐνεργείας ἡ ὁποία θὰ ἠδύνατο νὰ θεωρηθῇ ὡς πρόκλησις, εἰς τρόπον ὥστε νὰ διευκολυνθοῦν αἱ διαπραγματεύσεις τῶν τεσσάρων δυνάμεων διὰ τὸ μέλλον τῆς πόλεως. <box>1210 722 1387 816</box>
headline-soviet-aid: Η ΣΟΒΙΕΤΙΚΗ ΒΟΗΘΕΙΑ ΠΡΟΣ ΤΟ ΜΠΛΟΚ ΤΟ ΒΟΡ. ΒΙΕΤΝΑΜ ΚΑΙ ΤΗΝ ΑΙΓΥΠΤΟΝ <box>284 32 422 90</box>
dateline-tripoli: ΤΡΙΠΟΛΙΣ, 23. (Ρώυτερ).— <box>26 210 157 221</box>
body-filler: Ὁ καγκελάριος κ. Μπράντ ἐδήλωσεν ὅτι ἡ κυβέρνησις θὰ ἐπιδιώξῃ τὴν ἀποφυγὴν κάθε ἐνεργείας ἡ ὁποία θὰ ἠδύνατο νὰ θεωρηθῇ ὡς πρόκλησις, εἰς τρόπον ὥστε νὰ διευκολυνθοῦν αἱ διαπραγματεύσεις τῶν τεσσάρων δυνάμεων διὰ τὸ μέλλον τῆς πόλεως. <box>1210 1318 1387 1412</box>
body-filler: Ἡ Σοβιετικὴ Ἕνωσις ἐχορήγησε κατὰ τὸ παρελθὸν ἔτος σημαντικὴν οἰκονομικὴν καὶ στρατιωτικὴν βοήθειαν πρὸς τὰς χώρας τοῦ ἀνατολικοῦ συνασπισμοῦ, πρὸς τὸ Βόρειον Βιετνὰμ καὶ πρὸς τὴν Αἴγυπτον, κατὰ τὰ στοιχεῖα τὰ ὁποῖα ἐδημοσιεύθησαν. <box>274 1099 432 1208</box>
vatican-body <box>1210 870 1577 966</box>
body-filler: Ὁ καγκελάριος κ. Μπράντ ἐδήλωσεν ὅτι ἡ κυβέρνησις θὰ ἐπιδιώξῃ τὴν ἀποφυγὴν κάθε ἐνεργείας ἡ ὁποία θὰ ἠδύνατο νὰ θεωρηθῇ ὡς πρόκλησις, εἰς τρόπον ὥστε νὰ διευκολυνθοῦν αἱ διαπραγματεύσεις τῶν τεσσάρων δυνάμεων διὰ τὸ μέλλον τῆς πόλεως. <box>1399 1169 1577 1263</box>
china-eec-body <box>1210 1517 1577 1613</box>
headline-venezuela: ΑΥΣΤΗΡΑ ΜΕΤΡΑ ΑΣΦΑΛΕΙΑΣ ΕΙΣ ΒΕΝΕΖΟΥΕΛΑΝ ΚΑΤΑ ΤΗΝ ΠΕΡΙΟΔΕΙΑΝ ΤΟΥ ΓΕΡΜΑΝΟΥ ΠΡΟΕΔΡΟΥ <box>1218 537 1569 568</box>
body-filler: Ὁ καγκελάριος κ. Μπράντ ἐδήλωσεν ὅτι ἡ κυβέρνησις θὰ ἐπιδιώξῃ τὴν ἀποφυγὴν κάθε ἐνεργείας ἡ ὁποία θὰ ἠδύνατο νὰ θεωρηθῇ ὡς πρόκλησις, εἰς τρόπον ὥστε νὰ διευκολυνθοῦν αἱ διαπραγματεύσεις τῶν τεσσάρων δυνάμεων διὰ τὸ μέλλον τῆς πόλεως. <box>1399 1518 1577 1612</box>
tankers-body <box>1210 1168 1577 1264</box>
headline-tourist-bus: Η ΑΝΤΙΚΑΤΑΣΤΑΣΙΣ ΤΟΥΡΙΣΤΙΚΟΥ ΛΕΩΦΟΡΕΙΟΥ <box>297 1218 409 1262</box>
body-filler: Ὁ καγκελάριος κ. Μπράντ ἐδήλωσεν ὅτι ἡ κυβέρνησις θὰ ἐπιδιώξῃ τὴν ἀποφυγὴν κάθε ἐνεργείας ἡ ὁποία θὰ ἠδύνατο νὰ θεωρηθῇ ὡς πρόκλησις, εἰς τρόπον ὥστε νὰ διευκολυνθοῦν αἱ διαπραγματεύσεις τῶν τεσσάρων δυνάμεων διὰ τὸ μέλλον τῆς πόλεως. <box>1404 393 1572 488</box>
body-filler: Ὁ καγκελάριος κ. Μπράντ ἐδήλωσεν ὅτι ἡ κυβέρνησις θὰ ἐπιδιώξῃ τὴν ἀποφυγὴν κάθε ἐνεργείας ἡ ὁποία θὰ ἠδύνατο νὰ θεωρηθῇ ὡς πρόκλησις, εἰς τρόπον ὥστε νὰ διευκολυνθοῦν αἱ διαπραγματεύσεις τῶν τεσσάρων δυνάμεων διὰ τὸ μέλλον τῆς πόλεως. <box>1210 1020 1387 1114</box>
article-public-works <box>14 385 261 554</box>
column-right <box>1204 22 1583 2306</box>
body-filler: Ἡ Σοβιετικὴ Ἕνωσις ἐχορήγησε κατὰ τὸ παρελθὸν ἔτος σημαντικὴν οἰκονομικὴν καὶ στρατιωτικὴν βοήθειαν πρὸς τὰς χώρας τοῦ ἀνατολικοῦ συνασπισμοῦ, πρὸς τὸ Βόρειον Βιετνὰμ καὶ πρὸς τὴν Αἴγυπτον, κατὰ τὰ στοιχεῖα τὰ ὁποῖα ἐδημοσιεύθησαν. <box>274 605 432 713</box>
headline-conditions: ΑΙ ΠΡΑΓΜΑΤΙΑΙ ΠΡΟΫΠΟΘΕΣΕΙΣ <box>727 854 913 869</box>
banner-cambodia: ΣΚΛΗΡΟΤΑΤΑΣ ΜΑΧΑΣ ΕΓΓΥΣ ΤΗΣ ΠΝΟΜ ΠΕΝΧ ΣΥΝΑΠΤΟΥΝ ΟΙ ΚΑΜΠΟΤΖΙΑΝΟΙ ΜΕ ΙΣΧΥΡΟΤΑΤΑΣ ΔΥΝΑΜΕΙΣ ΤΩΝ ΒΟΡΕΙΩΝ <box>470 25 1170 114</box>
headline-italy-strike: ΜΕ ΓΕΝΙΚΗΝ ΑΠΕΡΓΙΑΝ ΑΠΕΙΛΟΥΝ ΟΙ ΕΡΓΑΤΑΙ ΤΗΝ ΚΥΒΕΡΝΗΣΙΝ ΣΥΝΑΣΠΙΣΜΟΥ ΤΗΣ ΙΤΑΛΙΑΣ <box>1220 984 1567 1015</box>
body-filler: Ἡ Σοβιετικὴ Ἕνωσις ἐχορήγησε κατὰ τὸ παρελθὸν ἔτος σημαντικὴν οἰκονομικὴν καὶ στρατιωτικὴν βοήθειαν πρὸς τὰς χώρας τοῦ ἀνατολικοῦ συνασπισμοῦ, πρὸς τὸ Βόρειον Βιετνὰμ καὶ πρὸς τὴν Αἴγυπτον, κατὰ τὰ στοιχεῖα τὰ ὁποῖα ἐδημοσιεύθησαν. <box>274 775 432 883</box>
laos-body <box>447 439 1193 681</box>
body-brandt <box>1210 155 1387 265</box>
body-filler: Κατὰ τὰς πληροφορίας, αἱ συνομιλίαι συνεχίζονται εἰς ἐγκάρδιον ἀτμόσφαιραν καὶ ἀναμένεται ὅτι ἐντὸς τῶν προσεχῶν ἡμερῶν θὰ ὑπογραφῇ ἡ σχετικὴ συμφωνία. Ἐκ τῆς πλευρᾶς τῶν κυβερνήσεων ἐτονίσθη ὅτι ἡ νέα τιμὴ θὰ ἀνταποκρίνεται εἰς τὰς πραγματικὰς συνθήκας τῆς ἀγορᾶς. <box>14 292 261 360</box>
divider <box>1210 1472 1577 1475</box>
body-filler: Κατὰ τὰς πληροφορίας, αἱ συνομιλίαι συνεχίζονται εἰς ἐγκάρδιον ἀτμόσφαιραν καὶ ἀναμένεται ὅτι ἐντὸς τῶν προσεχῶν ἡμερῶν θὰ ὑπογραφῇ ἡ σχετικὴ συμφωνία. Ἐκ τῆς πλευρᾶς τῶν κυβερνήσεων ἐτονίσθη ὅτι ἡ νέα τιμὴ θὰ ἀνταποκρίνεται εἰς τὰς πραγματικὰς συνθήκας τῆς ἀγορᾶς. <box>14 1792 261 1859</box>
body-filler: Σκληρόταται μάχαι συνάπτονται εἰς τὰς περιοχὰς πέριξ τῆς πρωτευούσης τῆς Καμπότζης μεταξὺ τῶν κυβερνητικῶν στρατευμάτων καὶ ἰσχυροτάτων δυνάμεων τῶν Βορείων. Κατὰ τὰς ἀνακοινώσεις τοῦ στρατιωτικοῦ ἐκπροσώπου, αἱ ἀπώλειαι ἀμφοτέρων τῶν πλευρῶν εἶναι σοβαραί, ἐνῶ ἡ ἀεροπορία ἐξαπέλυσε σφοδρὰς ἐπιθέσεις κατὰ τῶν θέσεων τοῦ ἐχθροῦ. <box>447 470 688 564</box>
headline-supertankers: ΕΠΙΤΡΟΠΗ ΤΟΥ ΟΗΕ ΖΗΤΕΙ ΤΟΝ ΠΕΡΙΟΡΙΣΜΟΝ ΤΩΝ ΚΕΝΤΡΙΚΩΝ ΔΕΞΑΜΕΝΩΝ ΥΠΕΡΤΑΝΚΕΡΣ <box>1220 1133 1567 1164</box>
body-filler: Σκληρόταται μάχαι συνάπτονται εἰς τὰς περιοχὰς πέριξ τῆς πρωτευούσης τῆς Καμπότζης μεταξὺ τῶν κυβερνητικῶν στρατευμάτων καὶ ἰσχυροτάτων δυνάμεων τῶν Βορείων. Κατὰ τὰς ἀνακοινώσεις τοῦ στρατιωτικοῦ ἐκπροσώπου, αἱ ἀπώλειαι ἀμφοτέρων τῶν πλευρῶν εἶναι σοβαραί, ἐνῶ ἡ ἀεροπορία ἐξαπέλυσε σφοδρὰς ἐπιθέσεις κατὰ τῶν θέσεων τοῦ ἐχθροῦ. <box>951 1220 1193 1314</box>
body-filler: Σκληρόταται μάχαι συνάπτονται εἰς τὰς περιοχὰς πέριξ τῆς πρωτευούσης τῆς Καμπότζης μεταξὺ τῶν κυβερνητικῶν στρατευμάτων καὶ ἰσχυροτάτων δυνάμεων τῶν Βορείων. Κατὰ τὰς ἀνακοινώσεις τοῦ στρατιωτικοῦ ἐκπροσώπου, αἱ ἀπώλειαι ἀμφοτέρων τῶν πλευρῶν εἶναι σοβαραί, ἐνῶ ἡ ἀεροπορία ἐξαπέλυσε σφοδρὰς ἐπιθέσεις κατὰ τῶν θέσεων τοῦ ἐχθροῦ. <box>699 1235 940 1329</box>
headline-announcement: ΑΝΑΚΟΙΝΩΣΙΣ <box>1031 854 1114 869</box>
body-filler: Ἡ Σοβιετικὴ Ἕνωσις ἐχορήγησε κατὰ τὸ παρελθὸν ἔτος σημαντικὴν οἰκονομικὴν καὶ στρατιωτικὴν βοήθειαν πρὸς τὰς χώρας τοῦ ἀνατολικοῦ συνασπισμοῦ, πρὸς τὸ Βόρειον Βιετνὰμ καὶ πρὸς τὴν Αἴγυπτον, κατὰ τὰ στοιχεῖα τὰ ὁποῖα ἐδημοσιεύθησαν. <box>274 265 432 373</box>
divider <box>1210 314 1577 317</box>
body-filler: Σκληρόταται μάχαι συνάπτονται εἰς τὰς περιοχὰς πέριξ τῆς πρωτευούσης τῆς Καμπότζης μεταξὺ τῶν κυβερνητικῶν στρατευμάτων καὶ ἰσχυροτάτων δυνάμεων τῶν Βορείων. Κατὰ τὰς ἀνακοινώσεις τοῦ στρατιωτικοῦ ἐκπροσώπου, αἱ ἀπώλειαι ἀμφοτέρων τῶν πλευρῶν εἶναι σοβαραί, ἐνῶ ἡ ἀεροπορία ἐξαπέλυσε σφοδρὰς ἐπιθέσεις κατὰ τῶν θέσεων τοῦ ἐχθροῦ. <box>951 875 1193 969</box>
headline-turbine: ΤΕΡΑΣΤΙΟΣ ΣΤΡΟΒΙΛΟΣ ΔΙΑ ΤΗΝ ΠΑΡΑΓΩΓΗΝ ΗΛΕΚΤΡΙΚΟΥ ΡΕΥΜΑΤΟΣ <box>280 1049 426 1093</box>
center-spread <box>439 22 1202 2306</box>
headline-makarios: ΕΠΕΣΤΡΕΨΕΝ Ο ΜΑΚΑΡΙΟΣ <box>57 1130 218 1145</box>
body-filler: Ἡ Σοβιετικὴ Ἕνωσις ἐχορήγησε κατὰ τὸ παρελθὸν ἔτος σημαντικὴν οἰκονομικὴν καὶ στρατιωτικὴν βοήθειαν πρὸς τὰς χώρας τοῦ ἀνατολικοῦ συνασπισμοῦ, πρὸς τὸ Βόρειον Βιετνὰμ καὶ πρὸς τὴν Αἴγυπτον, κατὰ τὰ στοιχεῖα τὰ ὁποῖα ἐδημοσιεύθησαν. <box>274 1763 432 1871</box>
headline-public-works: ΟΙ ΜΕΛΕΤΗΤΑΙ ΤΩΝ ΤΕΧΝΙΚΩΝ ΕΡΓΩΝ ΤΟΥ ΔΗΜΟΣΙΟΥ ΕΙΣΗΓΟΥΝΤΑΙ ΤΗΝ ΧΟΡΗΓΗΣΙΝ ΠΑΡΑΤΑΣΕΩΣ ΟΤΑΝ ΣΗΜΕΙΟΥΤΑΙ ΥΠΕΡΒΑΣΙΣ ΟΛΙΓΩΝ ΜΟΝΟΝ ΗΜΕΡΩΝ <box>17 384 258 482</box>
headline-vatican: ΣΟΒΑΡΩΤΑΤΑΙ ΑΝΗΣΥΧΙΑΙ ΤΟΥ ΒΑΤΙΚΑΝΟΥ ΔΙΑ ΤΟ ΜΕΛΛΟΝ ΤΗΣ ΕΚΚΛΗΣΙΑΣ ΤΗΣ ΧΙΛΗΣ <box>1222 835 1565 866</box>
body-filler: Ὁ καγκελάριος κ. Μπράντ ἐδήλωσεν ὅτι ἡ κυβέρνησις θὰ ἐπιδιώξῃ τὴν ἀποφυγὴν κάθε ἐνεργείας ἡ ὁποία θὰ ἠδύνατο νὰ θεωρηθῇ ὡς πρόκλησις, εἰς τρόπον ὥστε νὰ διευκολυνθοῦν αἱ διαπραγματεύσεις τῶν τεσσάρων δυνάμεων διὰ τὸ μέλλον τῆς πόλεως. <box>1399 1020 1577 1114</box>
body-filler: Ἡ Σοβιετικὴ Ἕνωσις ἐχορήγησε κατὰ τὸ παρελθὸν ἔτος σημαντικὴν οἰκονομικὴν καὶ στρατιωτικὴν βοήθειαν πρὸς τὰς χώρας τοῦ ἀνατολικοῦ συνασπισμοῦ, πρὸς τὸ Βόρειον Βιετνὰμ καὶ πρὸς τὴν Αἴγυπτον, κατὰ τὰ στοιχεῖα τὰ ὁποῖα ἐδημοσιεύθησαν. <box>274 1268 432 1377</box>
body-filler: Ὁ καγκελάριος κ. Μπράντ ἐδήλωσεν ὅτι ἡ κυβέρνησις θὰ ἐπιδιώξῃ τὴν ἀποφυγὴν κάθε ἐνεργείας ἡ ὁποία θὰ ἠδύνατο νὰ θεωρηθῇ ὡς πρόκλησις, εἰς τρόπον ὥστε νὰ διευκολυνθοῦν αἱ διαπραγματεύσεις τῶν τεσσάρων δυνάμεων διὰ τὸ μέλλον τῆς πόλεως. <box>1210 155 1577 305</box>
body-filler: Κατὰ τὰς πληροφορίας, αἱ συνομιλίαι συνεχίζονται εἰς ἐγκάρδιον ἀτμόσφαιραν καὶ ἀναμένεται ὅτι ἐντὸς τῶν προσεχῶν ἡμερῶν θὰ ὑπογραφῇ ἡ σχετικὴ συμφωνία. Ἐκ τῆς πλευρᾶς τῶν κυβερνήσεων ἐτονίσθη ὅτι ἡ νέα τιμὴ θὰ ἀνταποκρίνεται εἰς τὰς πραγματικὰς συνθήκας τῆς ἀγορᾶς. <box>143 956 261 1119</box>
body-filler: Σκληρόταται μάχαι συνάπτονται εἰς τὰς περιοχὰς πέριξ τῆς πρωτευούσης τῆς Καμπότζης μεταξὺ τῶν κυβερνητικῶν στρατευμάτων καὶ ἰσχυροτάτων δυνάμεων τῶν Βορείων. Κατὰ τὰς ἀνακοινώσεις τοῦ στρατιωτικοῦ ἐκπροσώπου, αἱ ἀπώλειαι ἀμφοτέρων τῶν πλευρῶν εἶναι σοβαραί, ἐνῶ ἡ ἀεροπορία ἐξαπέλυσε σφοδρὰς ἐπιθέσεις κατὰ τῶν θέσεων τοῦ ἐχθροῦ. <box>447 566 688 660</box>
divider <box>14 1578 261 1581</box>
headline-laird-statements: ΔΗΛΩΣΕΙΣ ΤΟΥ ΛΑΙΡΝΤ <box>752 218 887 233</box>
headline-brazil: Η ΒΡΑΖΙΛΙΑ ΥΠΕΤΙΜΗΣΕ ΤΟ ΚΡΟΥΖΕΪΡΟΣ <box>18 1771 257 1786</box>
headline-aluminium: ΑΥΞΗΣΙΣ ΕΞΑΓΩΓΩΝ ΤΟΥ ΑΛΟΥΜΙΝΙΟΥ ΕΞ ΑΥΣΤΡΑΛΙΑΣ <box>707 1199 933 1229</box>
body-filler: Σκληρόταται μάχαι συνάπτονται εἰς τὰς περιοχὰς πέριξ τῆς πρωτευούσης τῆς Καμπότζης μεταξὺ τῶν κυβερνητικῶν στρατευμάτων καὶ ἰσχυροτάτων δυνάμεων τῶν Βορείων. Κατὰ τὰς ἀνακοινώσεις τοῦ στρατιωτικοῦ ἐκπροσώπου, αἱ ἀπώλειαι ἀμφοτέρων τῶν πλευρῶν εἶναι σοβαραί, ἐνῶ ἡ ἀεροπορία ἐξαπέλυσε σφοδρὰς ἐπιθέσεις κατὰ τῶν θέσεων τοῦ ἐχθροῦ. <box>447 1148 688 1243</box>
body-filler: Σκληρόταται μάχαι συνάπτονται εἰς τὰς περιοχὰς πέριξ τῆς πρωτευούσης τῆς Καμπότζης μεταξὺ τῶν κυβερνητικῶν στρατευμάτων καὶ ἰσχυροτάτων δυνάμεων τῶν Βορείων. Κατὰ τὰς ἀνακοινώσεις τοῦ στρατιωτικοῦ ἐκπροσώπου, αἱ ἀπώλειαι ἀμφοτέρων τῶν πλευρῶν εἶναι σοβαραί, ἐνῶ ἡ ἀεροπορία ἐξαπέλυσε σφοδρὰς ἐπιθέσεις κατὰ τῶν θέσεων τοῦ ἐχθροῦ. <box>699 182 1193 375</box>
body-filler: Ὁ καγκελάριος κ. Μπράντ ἐδήλωσεν ὅτι ἡ κυβέρνησις θὰ ἐπιδιώξῃ τὴν ἀποφυγὴν κάθε ἐνεργείας ἡ ὁποία θὰ ἠδύνατο νὰ θεωρηθῇ ὡς πρόκλησις, εἰς τρόπον ὥστε νὰ διευκολυνθοῦν αἱ διαπραγματεύσεις τῶν τεσσάρων δυνάμεων διὰ τὸ μέλλον τῆς πόλεως. <box>1210 573 1387 667</box>
headline-phouma: ΚΑΙ ΤΟΥ ΦΟΥΜΑ <box>1024 246 1121 261</box>
headline-lawyers: ΑΠΗΡΓΗΣΑΝ ΟΙ ΙΤΑΛΟΙ ΔΙΚΗΓΟΡΟΙ <box>37 681 238 696</box>
body-filler: Σκληρόταται μάχαι συνάπτονται εἰς τὰς περιοχὰς πέριξ τῆς πρωτευούσης τῆς Καμπότζης μεταξὺ τῶν κυβερνητικῶν στρατευμάτων καὶ ἰσχυροτάτων δυνάμεων τῶν Βορείων. Κατὰ τὰς ἀνακοινώσεις τοῦ στρατιωτικοῦ ἐκπροσώπου, αἱ ἀπώλειαι ἀμφοτέρων τῶν πλευρῶν εἶναι σοβαραί, ἐνῶ ἡ ἀεροπορία ἐξαπέλυσε σφοδρὰς ἐπιθέσεις κατὰ τῶν θέσεων τοῦ ἐχθροῦ. <box>447 981 688 1076</box>
headline-manson: ΜΑΤΑΙΑΙ ΑΙ ΕΡΕΥΝΑΙ ΔΙΑ ΤΗΝ ΑΝΕΥΡΕΣΙΝ ΤΟΥ ΑΓΝΟΟΥΜΕΝΟΥ ΑΠΟ ΠΟΛΛΩΝ ΜΗΝΩΝ ΣΥΝΗΓΟΡΟΥ ΕΙΣ ΤΗΝ ΥΠΟΘΕΣΙΝ ΜΑΝΣΟΝ <box>1217 323 1570 368</box>
body-filler: Ὁ καγκελάριος κ. Μπράντ ἐδήλωσεν ὅτι ἡ κυβέρνησις θὰ ἐπιδιώξῃ τὴν ἀποφυγὴν κάθε ἐνεργείας ἡ ὁποία θὰ ἠδύνατο νὰ θεωρηθῇ ὡς πρόκλησις, εἰς τρόπον ὥστε νὰ διευκολυνθοῦν αἱ διαπραγματεύσεις τῶν τεσσάρων δυνάμεων διὰ τὸ μέλλον τῆς πόλεως. <box>1210 871 1387 965</box>
divider <box>447 689 1193 692</box>
body-filler: Κατὰ τὰς πληροφορίας, αἱ συνομιλίαι συνεχίζονται εἰς ἐγκάρδιον ἀτμόσφαιραν καὶ ἀναμένεται ὅτι ἐντὸς τῶν προσεχῶν ἡμερῶν θὰ ὑπογραφῇ ἡ σχετικὴ συμφωνία. Ἐκ τῆς πλευρᾶς τῶν κυβερνήσεων ἐτονίσθη ὅτι ἡ νέα τιμὴ θὰ ἀνταποκρίνεται εἰς τὰς πραγματικὰς συνθήκας τῆς ἀγορᾶς. <box>14 1860 261 1928</box>
dateline-bonn: ΒΟΝΝΗ, 23. (Ρώυτερ).— <box>1222 155 1364 167</box>
brandt-body <box>1210 155 1577 306</box>
body-text: Σκληρόταται μάχαι συνάπτονται εἰς τὰς περιοχὰς πέριξ τῆς πρωτευούσης τῆς Καμπότζης μεταξὺ τῶν κυβερνητικῶν στρατευμάτων καὶ ἰσχυροτάτων δυνάμεων τῶν Βορείων. Κατὰ τὰς ἀνακοινώσεις τοῦ στρατιωτικοῦ ἐκπροσώπου, αἱ ἀπώλειαι ἀμφοτέρων τῶν πλευρῶν εἶναι σοβαραί, ἐνῶ ἡ ἀεροπορία ἐξαπέλυσε σφοδρὰς ἐπιθέσεις κατὰ τῶν θέσεων τοῦ ἐχθροῦ. <box>447 182 688 290</box>
body-filler: Κατὰ τὰς πληροφορίας, αἱ συνομιλίαι συνεχίζονται εἰς ἐγκάρδιον ἀτμόσφαιραν καὶ ἀναμένεται ὅτι ἐντὸς τῶν προσεχῶν ἡμερῶν θὰ ὑπογραφῇ ἡ σχετικὴ συμφωνία. Ἐκ τῆς πλευρᾶς τῶν κυβερνήσεων ἐτονίσθη ὅτι ἡ νέα τιμὴ θὰ ἀνταποκρίνεται εἰς τὰς πραγματικὰς συνθήκας τῆς ἀγορᾶς. <box>143 1405 261 1568</box>
body-oil-prices <box>14 210 261 292</box>
deck-suez: Ἐκρηκτικὴ κατάστασις εἰς τὸ Σουέζ <box>628 822 1012 847</box>
body-filler: Σκληρόταται μάχαι συνάπτονται εἰς τὰς περιοχὰς πέριξ τῆς πρωτευούσης τῆς Καμπότζης μεταξὺ τῶν κυβερνητικῶν στρατευμάτων καὶ ἰσχυροτάτων δυνάμεων τῶν Βορείων. Κατὰ τὰς ἀνακοινώσεις τοῦ στρατιωτικοῦ ἐκπροσώπου, αἱ ἀπώλειαι ἀμφοτέρων τῶν πλευρῶν εἶναι σοβαραί, ἐνῶ ἡ ἀεροπορία ἐξαπέλυσε σφοδρὰς ἐπιθέσεις κατὰ τῶν θέσεων τοῦ ἐχθροῦ. <box>951 586 1193 680</box>
divider <box>447 1104 1193 1107</box>
headline-machinery: ΑΝΑΜΕΝΕΤΑΙ Η ΚΟΙΝΗ ΥΠΟΥΡΓΙΚΗ ΑΠΟΦΑΣΙΣ ΕΙΣ ΑΓΩΓΗΝ ΜΕ ΜΕΙΩΜΕΝΟΝ ΔΑΣΜΟΝ ΤΩΝ ΜΗΧΑΝΗΜΑΤΩΝ ΔΙΑ ΤΑΣ ΒΙΟΜΗΧΑΝΙΑΣ <box>23 1237 252 1319</box>
headline-cairo-meeting: ΣΥΣΚΕΨΙΣ ΕΙΣ ΚΑΪΡΟΝ <box>502 960 633 975</box>
divider <box>1210 826 1577 829</box>
